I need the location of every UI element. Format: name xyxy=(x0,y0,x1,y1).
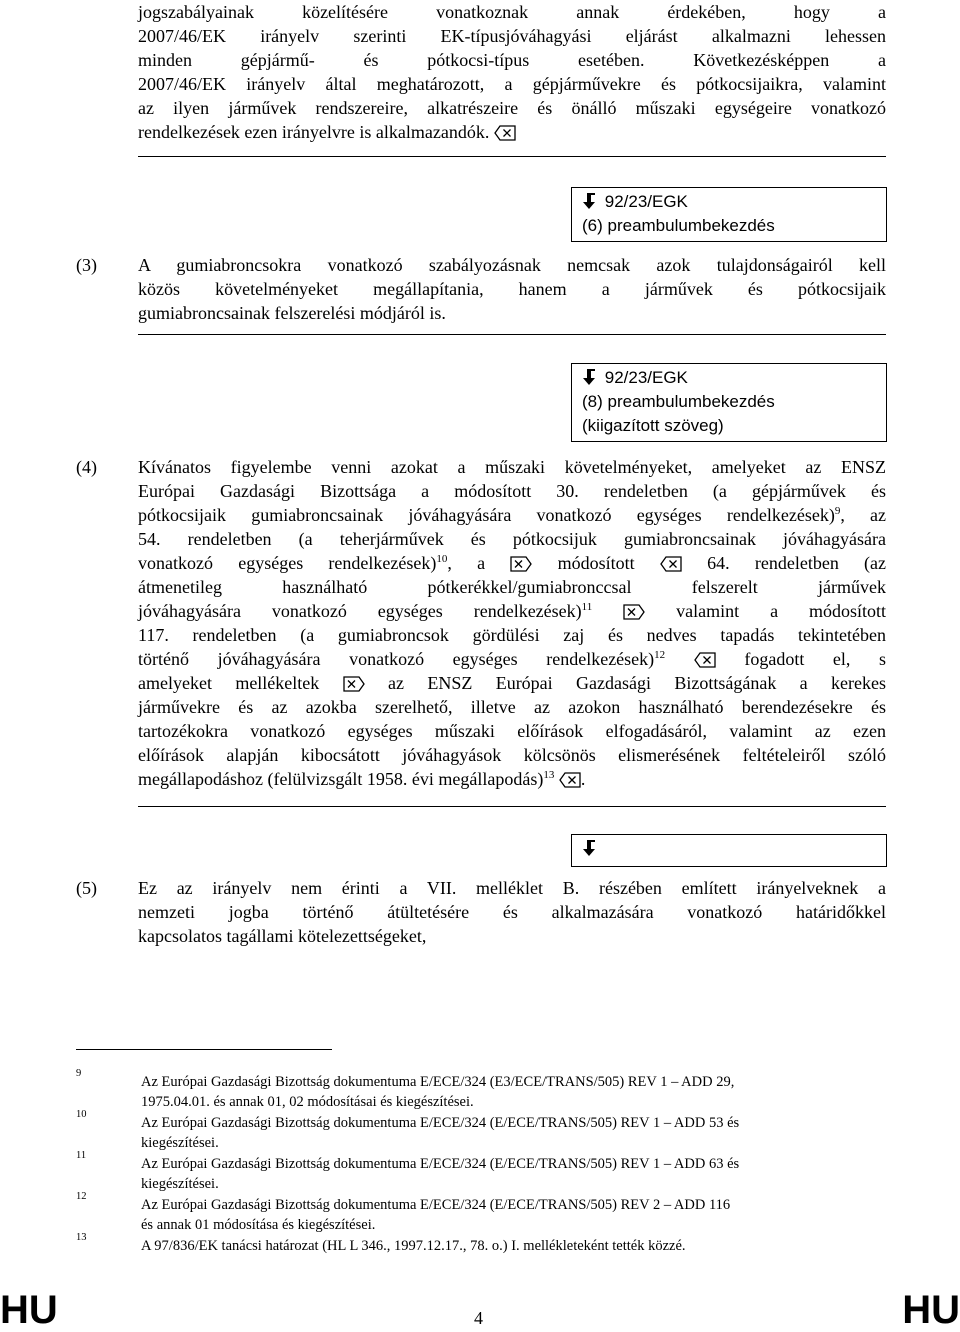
paragraph-3 xyxy=(138,253,886,325)
text-line: 54. rendeletben (a teherjárművek és pótkocsijuk gumiabroncsainak jóváhagyására xyxy=(138,529,886,549)
text-line: nemzeti jogba történő átültetésére és alkalmazására vonatkozó határidőkkel xyxy=(138,902,886,922)
text-line: Ez az irányelv nem érinti a VII. melléklet B. részében említett irányelveknek a xyxy=(138,878,886,898)
reference-box xyxy=(571,187,887,242)
text-fragment: amelyeket mellékeltek xyxy=(138,673,320,693)
reference-note: (6) preambulumbekezdés xyxy=(582,216,775,235)
reference-box xyxy=(571,834,887,867)
text-line: gumiabroncsainak felszerelési módjáról is. xyxy=(138,303,446,323)
delete-right-icon xyxy=(694,652,716,668)
delete-right-icon xyxy=(660,556,682,572)
text-line: 2007/46/EK irányelv szerinti EK-típusjóváhagyási eljárást alkalmazni lehessen xyxy=(138,26,886,46)
text-fragment: megállapodáshoz (felülvizsgált 1958. évi megállapodás) xyxy=(138,769,544,789)
footnote-line: kiegészítései. xyxy=(141,1176,219,1192)
footnote-text xyxy=(141,1195,886,1235)
text-fragment: fogadott el, s xyxy=(744,649,887,669)
text-fragment: valamint a módosított xyxy=(676,601,887,621)
text-line: az ilyen járművek rendszereire, alkatrészeire és önálló műszaki egységeire vonatkozó xyxy=(138,98,886,118)
reference-note: (8) preambulumbekezdés xyxy=(582,392,775,411)
delete-right-icon xyxy=(559,772,581,788)
footnote-ref[interactable]: 13 xyxy=(543,769,555,781)
text-fragment: . xyxy=(580,769,586,789)
footnote-text xyxy=(141,1072,886,1112)
paragraph-5 xyxy=(138,876,886,948)
section-divider xyxy=(138,156,886,157)
footnote-9 xyxy=(76,1068,886,1112)
footnote-separator xyxy=(76,1049,332,1050)
text-line: jogszabályainak közelítésére vonatkoznak annak érdekében, hogy a xyxy=(138,2,886,22)
footnote-line: Az Európai Gazdasági Bizottság dokumentuma E/ECE/324 (E/ECE/TRANS/505) REV 1 – ADD 63 és xyxy=(141,1156,740,1172)
reference-line xyxy=(582,837,878,861)
text-fragment: jóváhagyására vonatkozó egységes rendelkezések) xyxy=(138,601,582,621)
footnote-number: 10 xyxy=(76,1109,87,1120)
top-paragraph xyxy=(138,0,886,144)
text-line: közös követelményeket megállapítania, hanem a járművek és pótkocsijaik xyxy=(138,279,886,299)
text-line: járművekre és az azokba szerelhető, illetve az azokon használható berendezésekre és xyxy=(138,697,886,717)
arrow-down-icon xyxy=(582,839,600,857)
reference-box xyxy=(571,363,887,442)
footnote-line: Az Európai Gazdasági Bizottság dokumentuma E/ECE/324 (E/ECE/TRANS/505) REV 2 – ADD 116 xyxy=(141,1197,731,1213)
footnote-number: 11 xyxy=(76,1150,87,1161)
text-fragment: történő jóváhagyására vonatkozó egységes rendelkezések) xyxy=(138,649,655,669)
footnote-line: és annak 01 módosítása és kiegészítései. xyxy=(141,1217,376,1233)
text-line: 2007/46/EK irányelv által meghatározott, a gépjárművekre és pótkocsijaikra, valamint xyxy=(138,74,886,94)
insert-right-icon xyxy=(623,604,645,620)
footnote-10 xyxy=(76,1109,886,1153)
footnote-12 xyxy=(76,1191,886,1235)
section-divider xyxy=(138,806,886,807)
footnote-number: 12 xyxy=(76,1191,87,1202)
footnote-text xyxy=(141,1154,886,1194)
footnote-13 xyxy=(76,1232,886,1256)
footnote-ref[interactable]: 12 xyxy=(654,649,666,661)
footnote-text xyxy=(141,1236,886,1256)
footnote-line: Az Európai Gazdasági Bizottság dokumentuma E/ECE/324 (E3/ECE/TRANS/505) REV 1 – ADD 29, xyxy=(141,1074,735,1090)
text-line xyxy=(138,599,886,623)
text-line xyxy=(138,647,886,671)
paragraph-number: (3) xyxy=(76,255,97,275)
text-line: előírások alapján kibocsátott jóváhagyások kölcsönös elismerésének feltételeiről szóló xyxy=(138,745,886,765)
text-line: Kívánatos figyelembe venni azokat a műszaki követelményeket, amelyeket az ENSZ xyxy=(138,457,886,477)
delete-right-icon xyxy=(494,125,516,141)
footnote-line: Az Európai Gazdasági Bizottság dokumentuma E/ECE/324 (E/ECE/TRANS/505) REV 1 – ADD 53 és xyxy=(141,1115,740,1131)
language-code-left: HU xyxy=(0,1288,58,1332)
reference-line xyxy=(582,190,878,214)
text-fragment: az ENSZ Európai Gazdasági Bizottságának a kerekes xyxy=(388,673,886,693)
footnote-11 xyxy=(76,1150,886,1194)
text-line xyxy=(138,120,886,144)
page-number: 4 xyxy=(474,1308,483,1328)
text-fragment: pótkocsijaik gumiabroncsainak jóváhagyására vonatkozó egységes rendelkezések) xyxy=(138,505,835,525)
footnote-number: 9 xyxy=(76,1068,82,1079)
footnote-number: 13 xyxy=(76,1232,87,1243)
text-line: kapcsolatos tagállami kötelezettségeket, xyxy=(138,926,427,946)
text-line xyxy=(138,767,886,791)
reference-line xyxy=(582,366,878,390)
text-fragment: 64. rendeletben (az xyxy=(707,553,887,573)
text-fragment: , a xyxy=(447,553,486,573)
insert-right-icon xyxy=(510,556,532,572)
footnote-text xyxy=(141,1113,886,1153)
arrow-down-icon xyxy=(582,192,600,210)
paragraph-4 xyxy=(138,455,886,791)
reference-id: 92/23/EGK xyxy=(604,368,688,387)
text-line xyxy=(138,503,886,527)
text-fragment: módosított xyxy=(557,553,635,573)
text-line xyxy=(138,551,886,575)
text-line: Európai Gazdasági Bizottsága a módosított 30. rendeletben (a gépjárművek és xyxy=(138,481,886,501)
text-line: minden gépjármű- és pótkocsi-típus esetében. Következésképpen a xyxy=(138,50,886,70)
footnote-line: kiegészítései. xyxy=(141,1135,219,1151)
text-fragment: , az xyxy=(840,505,886,525)
text-fragment: rendelkezések ezen irányelvre is alkalmazandók. xyxy=(138,122,490,142)
section-divider xyxy=(138,334,886,335)
footnote-ref[interactable]: 9 xyxy=(834,505,841,517)
text-line: átmenetileg használható pótkerékkel/gumiabronccsal felszerelt járművek xyxy=(138,577,886,597)
text-line xyxy=(138,671,886,695)
footnote-line: 1975.04.01. és annak 01, 02 módosításai és kiegészítései. xyxy=(141,1094,474,1110)
reference-note: (kiigazított szöveg) xyxy=(582,416,724,435)
footnote-ref[interactable]: 10 xyxy=(436,553,448,565)
insert-right-icon xyxy=(343,676,365,692)
reference-id: 92/23/EGK xyxy=(604,192,688,211)
footnote-line: A 97/836/EK tanácsi határozat (HL L 346., 1997.12.17., 78. o.) I. mellékleteként tették közzé. xyxy=(141,1238,686,1254)
paragraph-number: (4) xyxy=(76,457,97,477)
text-fragment: vonatkozó egységes rendelkezések) xyxy=(138,553,437,573)
text-line: tartozékokra vonatkozó egységes műszaki előírások elfogadásáról, valamint az ezen xyxy=(138,721,886,741)
footnote-ref[interactable]: 11 xyxy=(581,601,593,613)
language-code-right: HU xyxy=(902,1288,960,1332)
text-line: A gumiabroncsokra vonatkozó szabályozásnak nemcsak azok tulajdonságairól kell xyxy=(138,255,886,275)
paragraph-number: (5) xyxy=(76,878,97,898)
text-line: 117. rendeletben (a gumiabroncsok gördülési zaj és nedves tapadás tekintetében xyxy=(138,625,886,645)
arrow-down-icon xyxy=(582,368,600,386)
